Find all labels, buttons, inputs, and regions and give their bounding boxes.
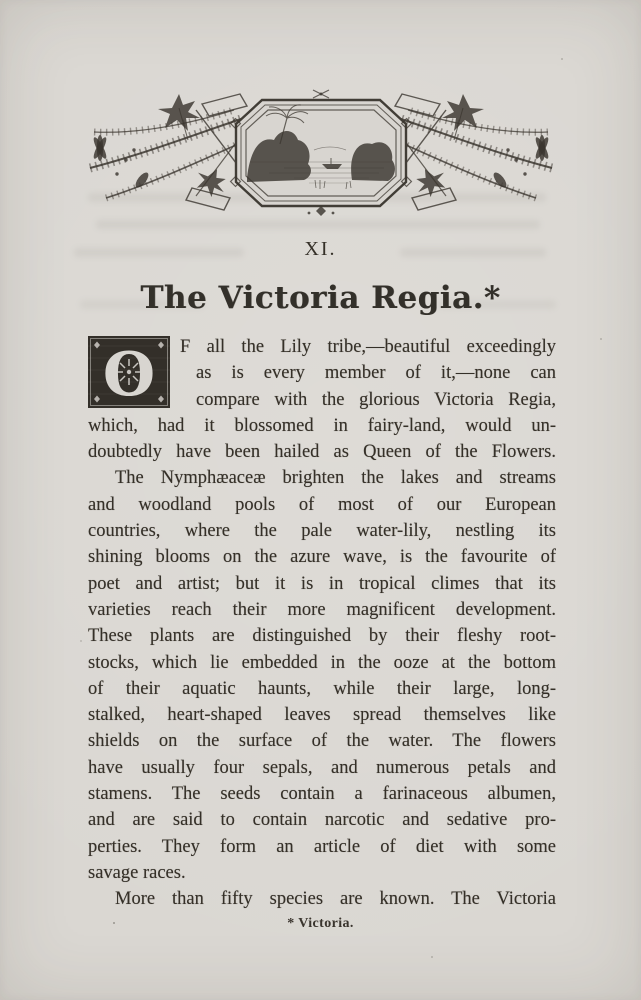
text-line: have usually four sepals, and numerous petals and (88, 757, 556, 778)
dust-speck (431, 956, 433, 958)
text-line: varieties reach their more magnificent development. (88, 599, 556, 620)
header-ornament-engraving (84, 88, 558, 218)
drop-cap-initial (88, 336, 170, 408)
text-line: as is every member of it,—none can (196, 363, 556, 384)
text-line: perties. They form an article of diet with some (88, 836, 556, 857)
text-line: and are said to contain narcotic and sedative pro- (88, 810, 556, 831)
text-line: stalked, heart-shaped leaves spread themselves like (88, 705, 556, 726)
text-line: savage races. (88, 862, 186, 883)
dust-speck (600, 338, 602, 340)
text-line: which, had it blossomed in fairy-land, would un- (88, 415, 556, 436)
text-line: stocks, which lie embedded in the ooze at the bottom (88, 652, 556, 673)
dust-speck (561, 58, 563, 60)
text-line: stamens. The seeds contain a farinaceous albumen, (88, 784, 556, 805)
chapter-number: XI. (304, 238, 337, 260)
chapter-title: The Victoria Regia.* (140, 280, 501, 316)
text-line: poet and artist; but it is in tropical climes that its (88, 573, 556, 594)
text-line: More than fifty species are known. The Victoria (115, 889, 556, 910)
text-line: doubtedly have been hailed as Queen of the Flowers. (88, 442, 556, 463)
text-line: and woodland pools of most of our European (88, 494, 556, 515)
body-text (88, 334, 556, 913)
dust-speck (80, 640, 82, 642)
text-line: of their aquatic haunts, while their large, long- (88, 678, 556, 699)
text-line: countries, where the pale water-lily, nestling its (88, 521, 556, 542)
text-line: shields on the surface of the water. The flowers (88, 731, 556, 752)
text-line: compare with the glorious Victoria Regia, (196, 389, 556, 410)
text-line: The Nymphæaceæ brighten the lakes and streams (115, 468, 556, 489)
text-line: These plants are distinguished by their fleshy root- (88, 626, 556, 647)
drop-cap-letter: O (102, 340, 156, 408)
showthrough-smudge (96, 220, 540, 229)
footnote: * Victoria. (287, 916, 354, 931)
text-line: F all the Lily tribe,—beautiful exceedingly (180, 337, 556, 357)
text-line: shining blooms on the azure wave, is the favourite of (88, 547, 556, 568)
